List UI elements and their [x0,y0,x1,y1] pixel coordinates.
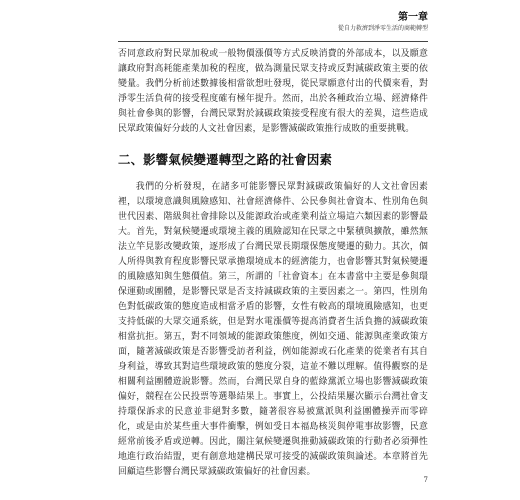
paragraph-main: 我們的分析發現，在諸多可能影響民眾對減碳政策偏好的人文社會因素裡，以環境意識與風險感知、社會經濟條件、公民參與社會資本、性別角色與世代因素、階級與社會排除以及能源政治或產業利益立場這六類因素的影響最大。首先，對氣候變遷或環境主義的風險認知在民眾之中緊積與擴散，雖然無法立竿見影改變政策，逐形成了台灣民眾長期環保態度變遷的動力。其次，個人所得與教育程度影響民眾承擔環境成本的經濟能力，也會影響其對氣候變遷的風險感知與生態價值。第三，所謂的「社會資本」在本書當中主要是參與環保運動或團體，是影響民眾是否支持減碳政策的主要因素之一。第四，性別角色對低碳政策的態度造成相當矛盾的影響，女性有較高的環境風險感知，也更支持低碳的大眾交通系統，但是對水電漲價等提高消費者生活負擔的減碳政策相當抗拒。第五，對不同領域的能源政策態度，例如交通、能源與產業政策方面，隨著減碳政策是否影響受訪者利益，例如能源或石化產業的從業者有其自身利益，導致其對這些環境政策的態度分裂，這並不難以理解。值得觀察的是相關利益團體遊說影響。然而，台灣民眾自身的藍綠黨派立場也影響減碳政策偏好，競程在公民投票等選舉結果上。事實上，公投結果屢次顯示台灣社會支持環保訴求的民意並非絕對多數，隨著很容易被黨派與利益團體操弄而零碎化，或是由於某些重大事件衝擊，例如受日本福島核災與停電事故影響，民意經常前後矛盾或逆轉。因此，關注氣候變遷與推動減碳政策的行動者必須彈性地進行政治結盟，更有創意地建構民眾可接受的減碳政策與論述。本章將首先回顧這些影響台灣民眾減碳政策偏好的社會因素。 [118,182,428,477]
chapter-subtitle: 從自力救濟到淨零生活的商範轉型 [337,25,428,32]
running-header [338,12,428,33]
section-heading: 二、影響氣候變遷轉型之路的社會因素 [118,152,333,167]
chapter-label: 第一章 [398,12,428,23]
header-rule [118,41,428,42]
page-number: 7 [423,476,428,484]
paragraph-top: 否同意政府對民眾加稅或一般物價漲價等方式反映消費的外部成本，以及願意讓政府對高耗能產業加稅的程度，做為測量民眾支持或反對減碳政策主要的依變量。我們分析前述數據後相當欲想吐發現，從民眾願意付出的代價來看，對淨零生活負荷的接受程度確有極年提升。然而，出於各種政治立場、經濟條件與社會參與的影響，台灣民眾對於減碳政策接受程度有很大的差異，這些造成民眾政策偏好分歧的人文社會因素，是影響減碳政策推行成敗的重要挑戰。 [118,49,428,134]
